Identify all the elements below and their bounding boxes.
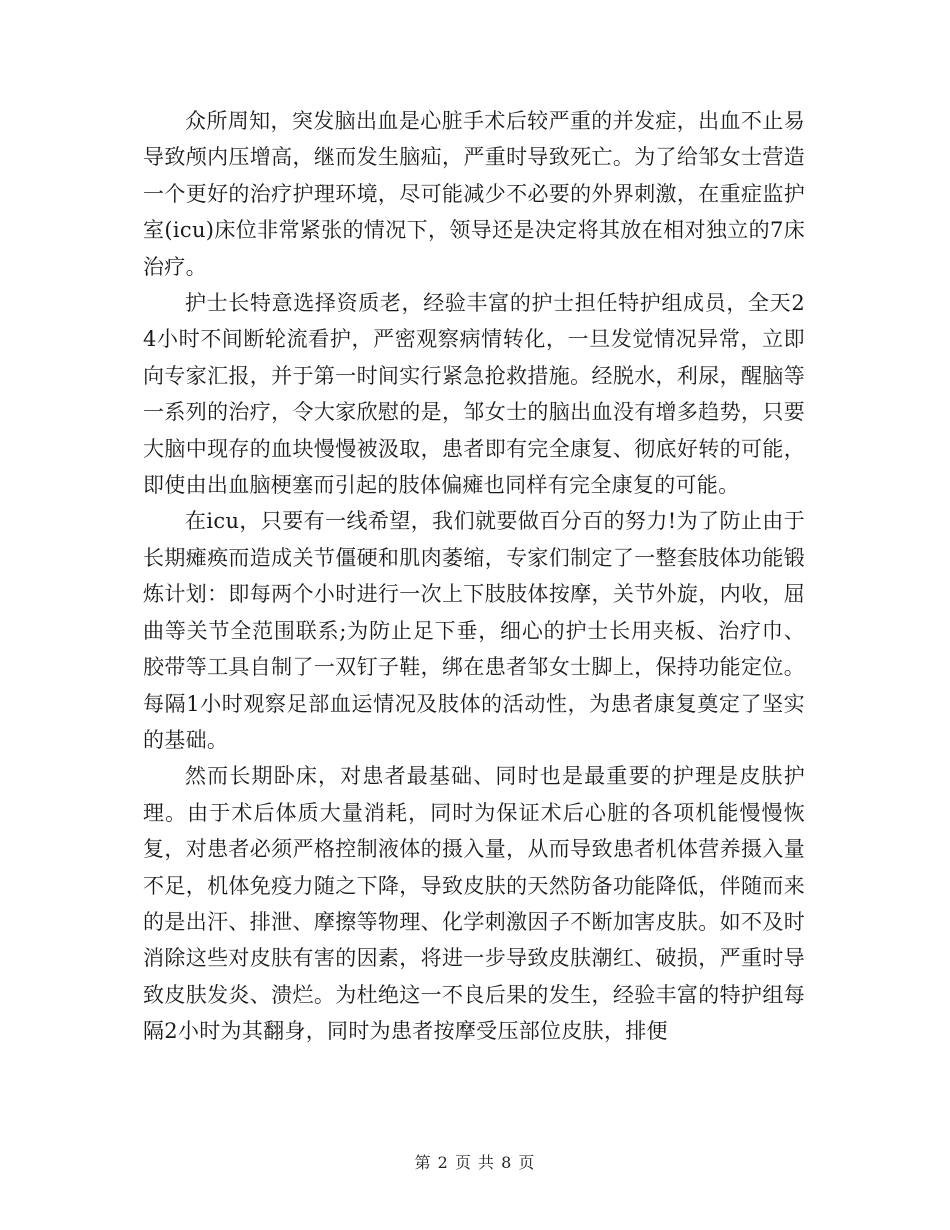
paragraph-3: 在icu，只要有一线希望，我们就要做百分百的努力!为了防止由于长期瘫痪而造成关节僵硬和肌肉萎缩，专家们制定了一整套肢体功能锻炼计划：即每两个小时进行一次上下肢肢体按摩，关节外旋，内收，屈曲等关节全范围联系;为防止足下垂，细心的护士长用夹板、治疗巾、胶带等工具自制了一双钉子鞋，绑在患者邹女士脚上，保持功能定位。每隔1小时观察足部血运情况及肢体的活动性，为患者康复奠定了坚实的基础。 (143, 509, 805, 752)
paragraph-2: 护士长特意选择资质老，经验丰富的护士担任特护组成员，全天24小时不间断轮流看护，严密观察病情转化，一旦发觉情况异常，立即向专家汇报，并于第一时间实行紧急抢救措施。经脱水，利尿，醒脑等一系列的治疗，令大家欣慰的是，邹女士的脑出血没有增多趋势，只要大脑中现存的血块慢慢被汲取，患者即有完全康复、彻底好转的可能，即使由出血脑梗塞而引起的肢体偏瘫也同样有完全康复的可能。 (143, 291, 805, 498)
paragraph-1: 众所周知，突发脑出血是心脏手术后较严重的并发症，出血不止易导致颅内压增高，继而发生脑疝，严重时导致死亡。为了给邹女士营造一个更好的治疗护理环境，尽可能减少不必要的外界刺激，在重症监护室(icu)床位非常紧张的情况下，领导还是决定将其放在相对独立的7床治疗。 (143, 109, 805, 279)
paragraph-4: 然而长期卧床，对患者最基础、同时也是最重要的护理是皮肤护理。由于术后体质大量消耗，同时为保证术后心脏的各项机能慢慢恢复，对患者必须严格控制液体的摄入量，从而导致患者机体营养摄入量不足，机体免疫力随之下降，导致皮肤的天然防备功能降低，伴随而来的是出汗、排泄、摩擦等物理、化学刺激因子不断加害皮肤。如不及时消除这些对皮肤有害的因素，将进一步导致皮肤潮红、破损，严重时导致皮肤发炎、溃烂。为杜绝这一不良后果的发生，经验丰富的特护组每隔2小时为其翻身，同时为患者按摩受压部位皮肤，排便 (143, 764, 805, 1044)
page-footer: 第 2 页 共 8 页 (414, 1153, 536, 1172)
document-body (143, 103, 805, 1050)
